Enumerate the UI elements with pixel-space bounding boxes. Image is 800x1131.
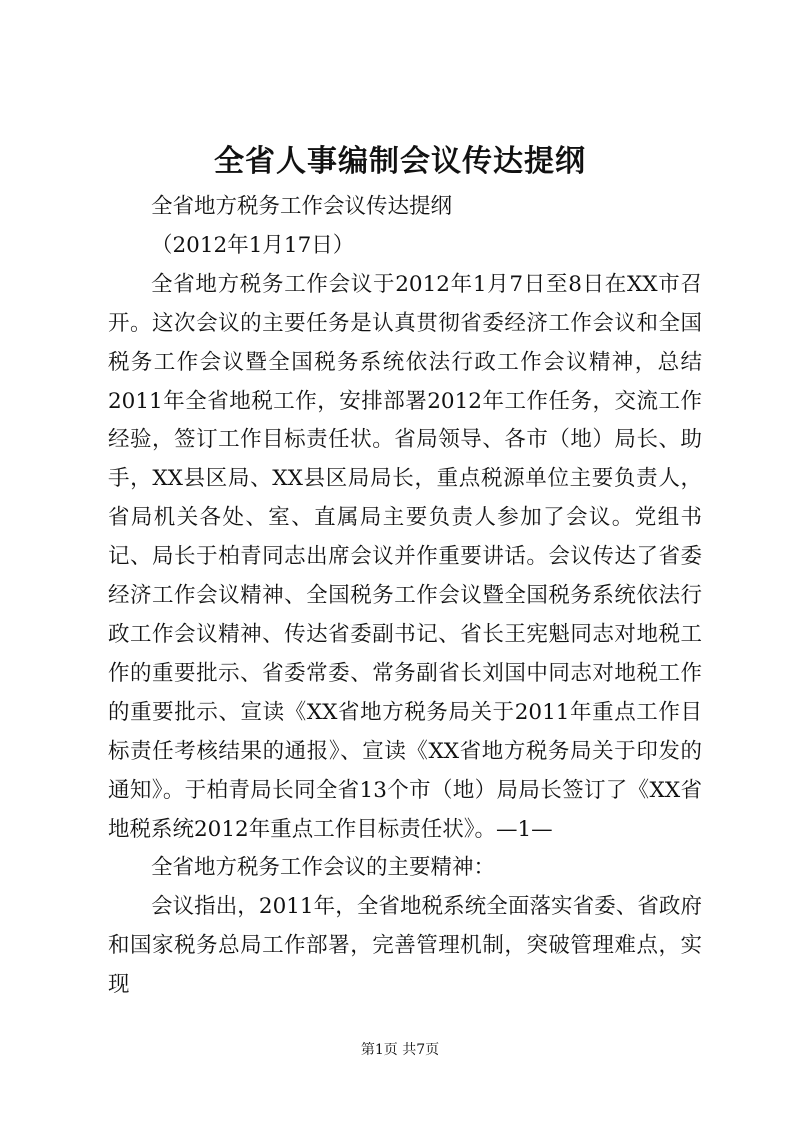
section-heading-paragraph: 全省地方税务工作会议的主要精神： bbox=[151, 855, 496, 881]
date-paragraph: （2012年1月17日） bbox=[151, 232, 355, 258]
body-paragraph: 全省地方税务工作会议于2012年1月7日至8日在XX市召开。这次会议的主要任务是认真贯彻省委经济工作会议和全国税务工作会议暨全国税务系统依法行政工作会议精神，总结2011年全省地税工作，安排部署2012年工作任务，交流工作经验，签订工作目标责任状。省局领导、各市（地）局长、助手，XX县区局、XX县区局局长，重点税源单位主要负责人，省局机关各处、室、直属局主要负责人参加了会议。党组书记、局长于柏青同志出席会议并作重要讲话。会议传达了省委经济工作会议精神、全国税务工作会议暨全国税务系统依法行政工作会议精神、传达省委副书记、省长王宪魁同志对地税工作的重要批示、省委常委、常务副省长刘国中同志对地税工作的重要批示、宣读《XX省地方税务局关于2011年重点工作目标责任考核结果的通报》、宣读《XX省地方税务局关于印发的通知》。于柏青局长同全省13个市（地）局局长签订了《XX省地税系统2012年重点工作目标责任状》。—1— bbox=[108, 271, 702, 842]
page-footer: 第1页 共7页 bbox=[360, 1042, 440, 1058]
body-paragraph: 会议指出，2011年，全省地税系统全面落实省委、省政府和国家税务总局工作部署，完善管理机制，突破管理难点，实现 bbox=[108, 894, 702, 998]
document-body bbox=[108, 188, 702, 1005]
subtitle-paragraph: 全省地方税务工作会议传达提纲 bbox=[151, 194, 453, 219]
document-title: 全省人事编制会议传达提纲 bbox=[214, 144, 586, 179]
